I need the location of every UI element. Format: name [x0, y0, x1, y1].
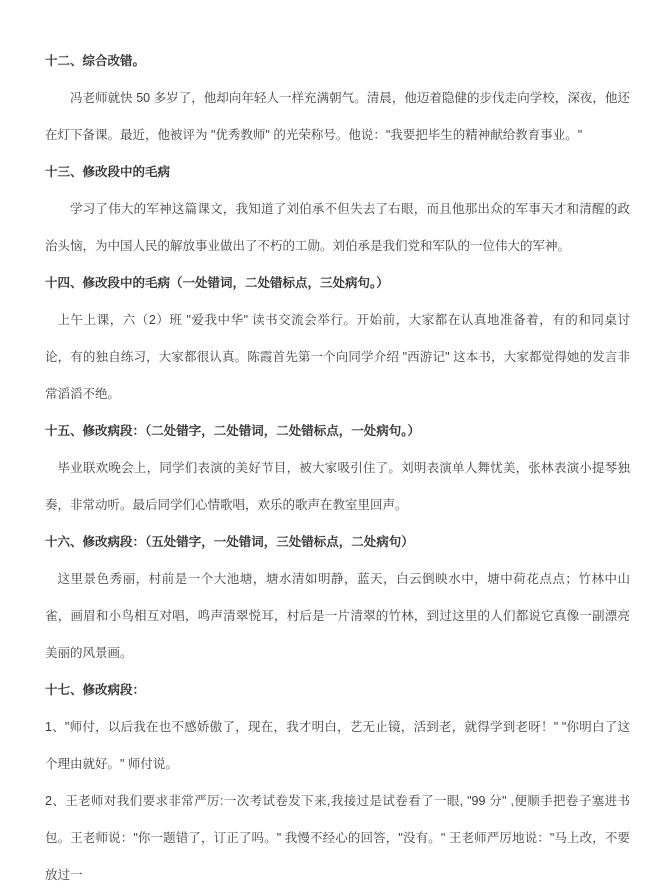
section-13-paragraph: 学习了伟大的军神这篇课文，我知道了刘伯承不但失去了右眼，而且他那出众的军事天才和清醒的政治头恼，为中国人民的解放事业做出了不朽的工勋。刘伯承是我们党和军队的一位伟大的军神。	[45, 202, 630, 253]
section-15-heading: 十五、修改病段：（二处错字，二处错词，二处错标点，一处病句。）	[45, 424, 421, 438]
section-15	[45, 413, 630, 524]
section-16	[45, 524, 630, 672]
section-15-paragraph: 毕业联欢晚会上，同学们表演的美好节目，被大家吸引住了。刘明表演单人舞忧美，张林表演小提琴独奏，非常动听。最后同学们心情歌唱，欢乐的歌声在教室里回声。	[45, 461, 630, 512]
section-12-paragraph: 冯老师就快 50 多岁了，他却向年轻人一样充满朝气。清晨，他迈着隐健的步伐走向学校，深夜，他还在灯下备课。最近，他被评为 "优秀教师" 的光荣称号。他说："我要把毕生的精神献给教育事业。"	[45, 91, 630, 142]
section-16-paragraph: 这里景色秀丽，村前是一个大池塘，塘水清如明静，蓝天，白云倒映水中，塘中荷花点点；竹林中山雀，画眉和小鸟相互对唱，鸣声清翠悦耳，村后是一片清翠的竹林，到过这里的人们都说它真像一副漂亮美丽的风景画。	[45, 572, 630, 660]
section-14-heading: 十四、修改段中的毛病（一处错词，二处错标点，三处病句。）	[45, 276, 389, 290]
section-12-heading: 十二、综合改错。	[45, 54, 146, 68]
section-12	[45, 43, 630, 154]
section-17-item-1: 1、"师付，以后我在也不感娇傲了，现在，我才明白，艺无止镜，活到老，就得学到老呀！" "你明白了这个理由就好。" 师付说。	[45, 720, 630, 771]
section-16-heading: 十六、修改病段：（五处错字，一处错词，三处错标点，二处病句）	[45, 535, 414, 549]
section-14-paragraph: 上午上课，六（2）班 "爱我中华" 读书交流会举行。开始前，大家都在认真地准备着，有的和同桌讨论，有的独自练习，大家都很认真。陈霞首先第一个向同学介绍 "西游记" 这本书，大家都觉得她的发言非常滔滔不绝。	[45, 313, 630, 401]
section-17	[45, 672, 630, 894]
section-13	[45, 154, 630, 265]
section-17-item-2: 2、王老师对我们要求非常严厉:一次考试卷发下来,我接过是试卷看了一眼, "99 分" ,便顺手把卷子塞进书包。王老师说："你一题错了，订正了吗。" 我慢不经心的回答，"没有。" 王老师严厉地说："马上改，不要放过一	[45, 794, 630, 882]
section-13-heading: 十三、修改段中的毛病	[45, 165, 171, 179]
section-17-heading: 十七、修改病段：	[45, 683, 146, 697]
section-14	[45, 265, 630, 413]
